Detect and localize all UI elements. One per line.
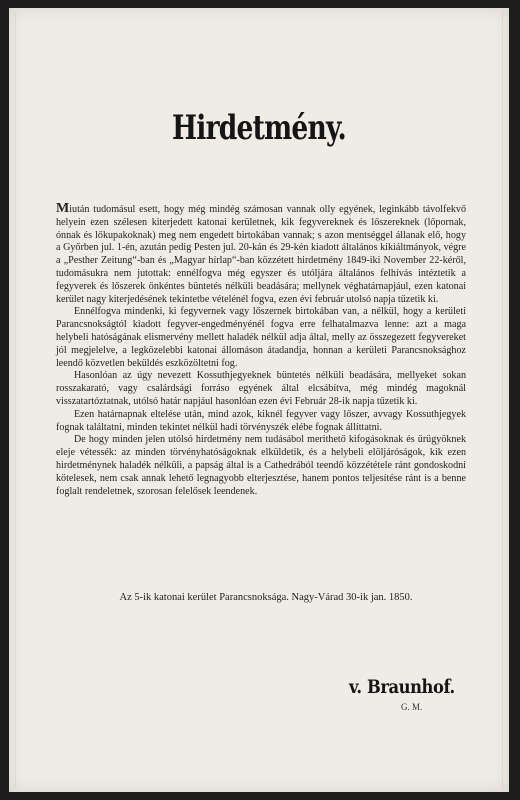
document-body — [56, 201, 466, 498]
paragraph-2 — [56, 306, 466, 370]
paragraph-3-text: Hasonlóan az úgy nevezett Kossuthjegyeknek büntetés nélküli beadására, mellyeket sokan rosszakarató, vagy csalárdsági forráso egyének által elcsábítva, még mindég magoknál visszatartóztatnak, utólsó határ napjául hasonlóan ezen évi Február 28-ik napja tűzetik ki. — [56, 370, 466, 407]
signature: v. Braunhof. — [349, 676, 455, 698]
document-title: Hirdetmény. — [171, 108, 347, 148]
drop-cap-letter: M — [56, 201, 70, 216]
poster-sheet — [9, 8, 509, 792]
signatory-rank: G. M. — [401, 702, 423, 712]
paragraph-5-text: De hogy minden jelen utólsó hirdetmény nem tudásábol merithető kifogásoknak és ürügyöknek eleje vétessék: az minden törvényhatóságoknak elküldetik, és a helybeli elöljáróságok, kik ezen hirdetménynek haladék nélküli, a papság által is a Cathedrából teendő közzététele ránt gondoskodni kötelesek, nem csak annak lehető legnagyobb elterjesztése, hanem pontos teljesítése ránt is a benne foglalt rendeletnek, szorosan felelősek leendenek. — [56, 434, 466, 497]
dateline: Az 5-ik katonai kerület Parancsnoksága. Nagy-Várad 30-ik jan. 1850. — [119, 592, 413, 603]
paragraph-4 — [56, 409, 466, 435]
paragraph-1-text: iután tudomásul esett, hogy még mindég számosan vannak olly egyének, leginkább távolfekvő helyein ezen szélesen kiterjedett katonai kerületnek, kik fegyvereknek és lőszereknek (lőpornak, ónnak és lőkupakoknak) meg nem engedett birtokában vannak; s azon mentséggel állanak elő, hogy a Győrben jul. 1-én, azután pedig Pesten jul. 20-kán és 29-kén kiadott általános kikiáltmányok, végre a „Pesther Zeitung“-ban és „Magyar hírlap“-ban közzétett hirdetmény 1849-iki November 22-kéről, tudomásukra nem jutottak: ennélfogva még egyszer és utóljára általános felhívás intéztetik a fegyverek és lőszerek önkéntes büntetés nélküli beadására; mellynek véghatárnapjául, ezen katonai kerület nagy kiterjedésének tekintetbe vételénél fogva, ezen évi február utolsó napja tűzetik ki. — [56, 204, 466, 305]
paragraph-5 — [56, 434, 466, 498]
paragraph-3 — [56, 370, 466, 408]
paragraph-4-text: Ezen határnapnak eltelése után, mind azok, kiknél fegyver vagy lőszer, avvagy Kossuthjegyek fognak találtatni, minden tekintet nélkül hadi törvényszék elébe fognak állíttatni. — [56, 408, 466, 433]
paragraph-1 — [56, 201, 466, 306]
paragraph-2-text: Ennélfogva mindenki, ki fegyvernek vagy lőszernek birtokában van, a nélkül, hogy a kerületi Parancsnokságtól kiadott fegyver-engedményénél fogva erre felhatalmazva lenne: azt a maga helybeli hatóságának elismervény mellett haladék nélkül adja által, melly az összegezett fegyvereket jól megjelelve, a legközelebbi katonai állomáson átadandja, honnan a kerületi Parancsnoksághoz leendő közvetlen beküldés eszközöltetni fog. — [56, 306, 466, 369]
